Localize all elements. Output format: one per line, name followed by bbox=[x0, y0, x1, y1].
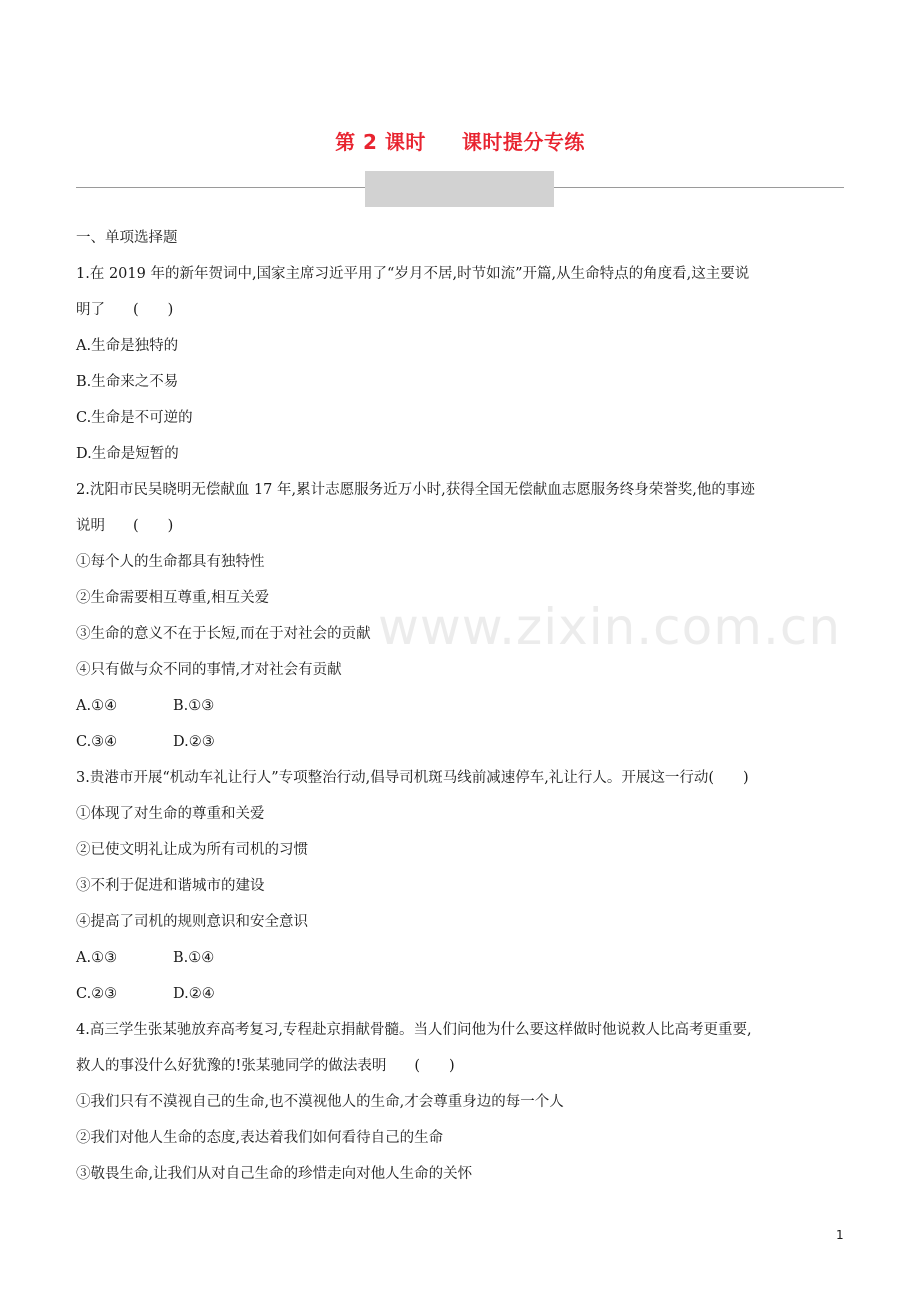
q1-stem-text: 明了 bbox=[76, 302, 105, 318]
q2-option-d: D.②③ bbox=[173, 734, 215, 750]
q2-statement-1: ①每个人的生命都具有独特性 bbox=[76, 554, 265, 570]
q1-option-c: C.生命是不可逆的 bbox=[76, 410, 193, 426]
q2-option-a: A.①④ bbox=[76, 698, 118, 714]
q4-stem-line1: 4.高三学生张某驰放弃高考复习,专程赴京捐献骨髓。当人们问他为什么要这样做时他说救人比高考更重要, bbox=[76, 1022, 752, 1038]
q3-option-b: B.①④ bbox=[173, 950, 215, 966]
q3-option-d: D.②④ bbox=[173, 986, 215, 1002]
q4-statement-3: ③敬畏生命,让我们从对自己生命的珍惜走向对他人生命的关怀 bbox=[76, 1166, 473, 1182]
q3-stem-line1: 3.贵港市开展“机动车礼让行人”专项整治行动,倡导司机斑马线前减速停车,礼让行人。开展这一行动( ) bbox=[76, 770, 749, 786]
q1-option-a: A.生命是独特的 bbox=[76, 338, 179, 354]
q2-option-c: C.③④ bbox=[76, 734, 118, 750]
q1-answer-paren: ( ) bbox=[133, 302, 174, 318]
q2-option-b: B.①③ bbox=[173, 698, 215, 714]
q1-option-b: B.生命来之不易 bbox=[76, 374, 179, 390]
lesson-label: 第 2 课时 bbox=[335, 130, 426, 154]
q4-answer-paren: ( ) bbox=[414, 1058, 455, 1074]
lesson-subtitle: 课时提分专练 bbox=[461, 130, 585, 154]
section-title: 一、单项选择题 bbox=[76, 230, 178, 246]
page-number: 1 bbox=[836, 1228, 844, 1242]
q2-options-row1 bbox=[76, 688, 846, 724]
q1-stem-line2 bbox=[76, 292, 846, 328]
q2-stem-line1: 2.沈阳市民吴晓明无偿献血 17 年,累计志愿服务近万小时,获得全国无偿献血志愿服务终身荣誉奖,他的事迹 bbox=[76, 482, 755, 498]
q3-statement-2: ②已使文明礼让成为所有司机的习惯 bbox=[76, 842, 308, 858]
q3-statement-4: ④提高了司机的规则意识和安全意识 bbox=[76, 914, 308, 930]
q2-statement-3: ③生命的意义不在于长短,而在于对社会的贡献 bbox=[76, 626, 371, 642]
q2-stem-line2 bbox=[76, 508, 846, 544]
q4-stem-text: 救人的事没什么好犹豫的!张某驰同学的做法表明 bbox=[76, 1058, 387, 1074]
q4-statement-2: ②我们对他人生命的态度,表达着我们如何看待自己的生命 bbox=[76, 1130, 444, 1146]
q3-option-a: A.①③ bbox=[76, 950, 118, 966]
q1-stem-line1: 1.在 2019 年的新年贺词中,国家主席习近平用了“岁月不居,时节如流”开篇,从生命特点的角度看,这主要说 bbox=[76, 266, 750, 282]
q4-statement-1: ①我们只有不漠视自己的生命,也不漠视他人的生命,才会尊重身边的每一个人 bbox=[76, 1094, 564, 1110]
q3-option-c: C.②③ bbox=[76, 986, 118, 1002]
q3-statement-3: ③不利于促进和谐城市的建设 bbox=[76, 878, 265, 894]
watermark: www.zixin.com.cn bbox=[378, 598, 842, 656]
q2-answer-paren: ( ) bbox=[133, 518, 174, 534]
q2-stem-text: 说明 bbox=[76, 518, 105, 534]
q2-statement-4: ④只有做与众不同的事情,才对社会有贡献 bbox=[76, 662, 342, 678]
q3-options-row1 bbox=[76, 940, 846, 976]
q2-statement-2: ②生命需要相互尊重,相互关爱 bbox=[76, 590, 270, 606]
q3-statement-1: ①体现了对生命的尊重和关爱 bbox=[76, 806, 265, 822]
q4-stem-line2 bbox=[76, 1048, 846, 1084]
q3-options-row2 bbox=[76, 976, 846, 1012]
question-content bbox=[76, 220, 846, 1192]
page-title bbox=[0, 126, 920, 155]
q1-option-d: D.生命是短暂的 bbox=[76, 446, 179, 462]
header-gray-box bbox=[365, 171, 554, 207]
q2-options-row2 bbox=[76, 724, 846, 760]
